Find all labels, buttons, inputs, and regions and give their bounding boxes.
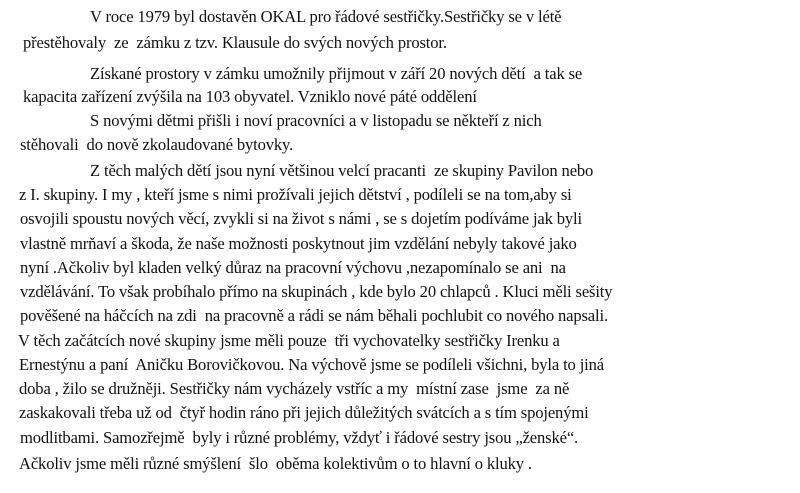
text-line: doba , žilo se družněji. Sestřičky nám vycházely vstříc a my místní zase jsme za ně [19, 379, 570, 398]
text-line: V roce 1979 byl dostavěn OKAL pro řádové sestřičky.Sestřičky se v létě [90, 7, 562, 26]
text-line: stěhovali do nově zkolaudované bytovky. [20, 135, 294, 154]
text-line: Ačkoliv jsme měli různé smýšlení šlo oběma kolektivům o to hlavní o kluky . [19, 454, 532, 473]
text-line: osvojili spoustu nových věcí, zvykli si na život s námi , se s dojetím podíváme jak byli [20, 209, 582, 228]
text-line: Získané prostory v zámku umožnily přijmout v září 20 nových dětí a tak se [90, 64, 583, 83]
text-line: nyní .Ačkoliv byl kladen velký důraz na pracovní výchovu ,nezapomínalo se ani na [20, 258, 566, 277]
text-line: kapacita zařízení zvýšila na 103 obyvatel. Vzniklo nové páté oddělení [23, 87, 477, 106]
text-line: S novými dětmi přišli i noví pracovníci a v listopadu se někteří z nich [90, 111, 542, 130]
text-line: vzdělávání. To však probíhalo přímo na skupinách , kde bylo 20 chlapců . Kluci měli sešity [20, 282, 613, 301]
text-line: z I. skupiny. I my , kteří jsme s nimi prožívali jejich dětství , podíleli se na tom,aby si [19, 185, 572, 204]
text-line: pověšené na háčcích na zdi na pracovně a rádi se nám běhali pochlubit co nového napsali. [20, 306, 608, 325]
text-line: přestěhovaly ze zámku z tzv. Klausule do svých nových prostor. [23, 33, 447, 52]
text-line: vlastně mrňaví a škoda, že naše možnosti poskytnout jim vzdělání nebyly takové jako [20, 234, 577, 253]
text-line: Z těch malých dětí jsou nyní většinou velcí pracanti ze skupiny Pavilon nebo [90, 161, 594, 180]
text-line: modlitbami. Samozřejmě byly i různé problémy, vždyť i řádové sestry jsou „ženské“. [20, 428, 579, 447]
text-line: zaskakovali třeba už od čtyř hodin ráno při jejich důležitých svátcích a s tím spojenými [19, 403, 589, 422]
text-line: Ernestýnu a paní Aničku Borovičkovou. Na výchově jsme se podíleli všichni, byla to jiná [19, 355, 604, 374]
text-line: V těch začátcích nové skupiny jsme měli pouze tři vychovatelky sestřičky Irenku a [18, 331, 560, 350]
